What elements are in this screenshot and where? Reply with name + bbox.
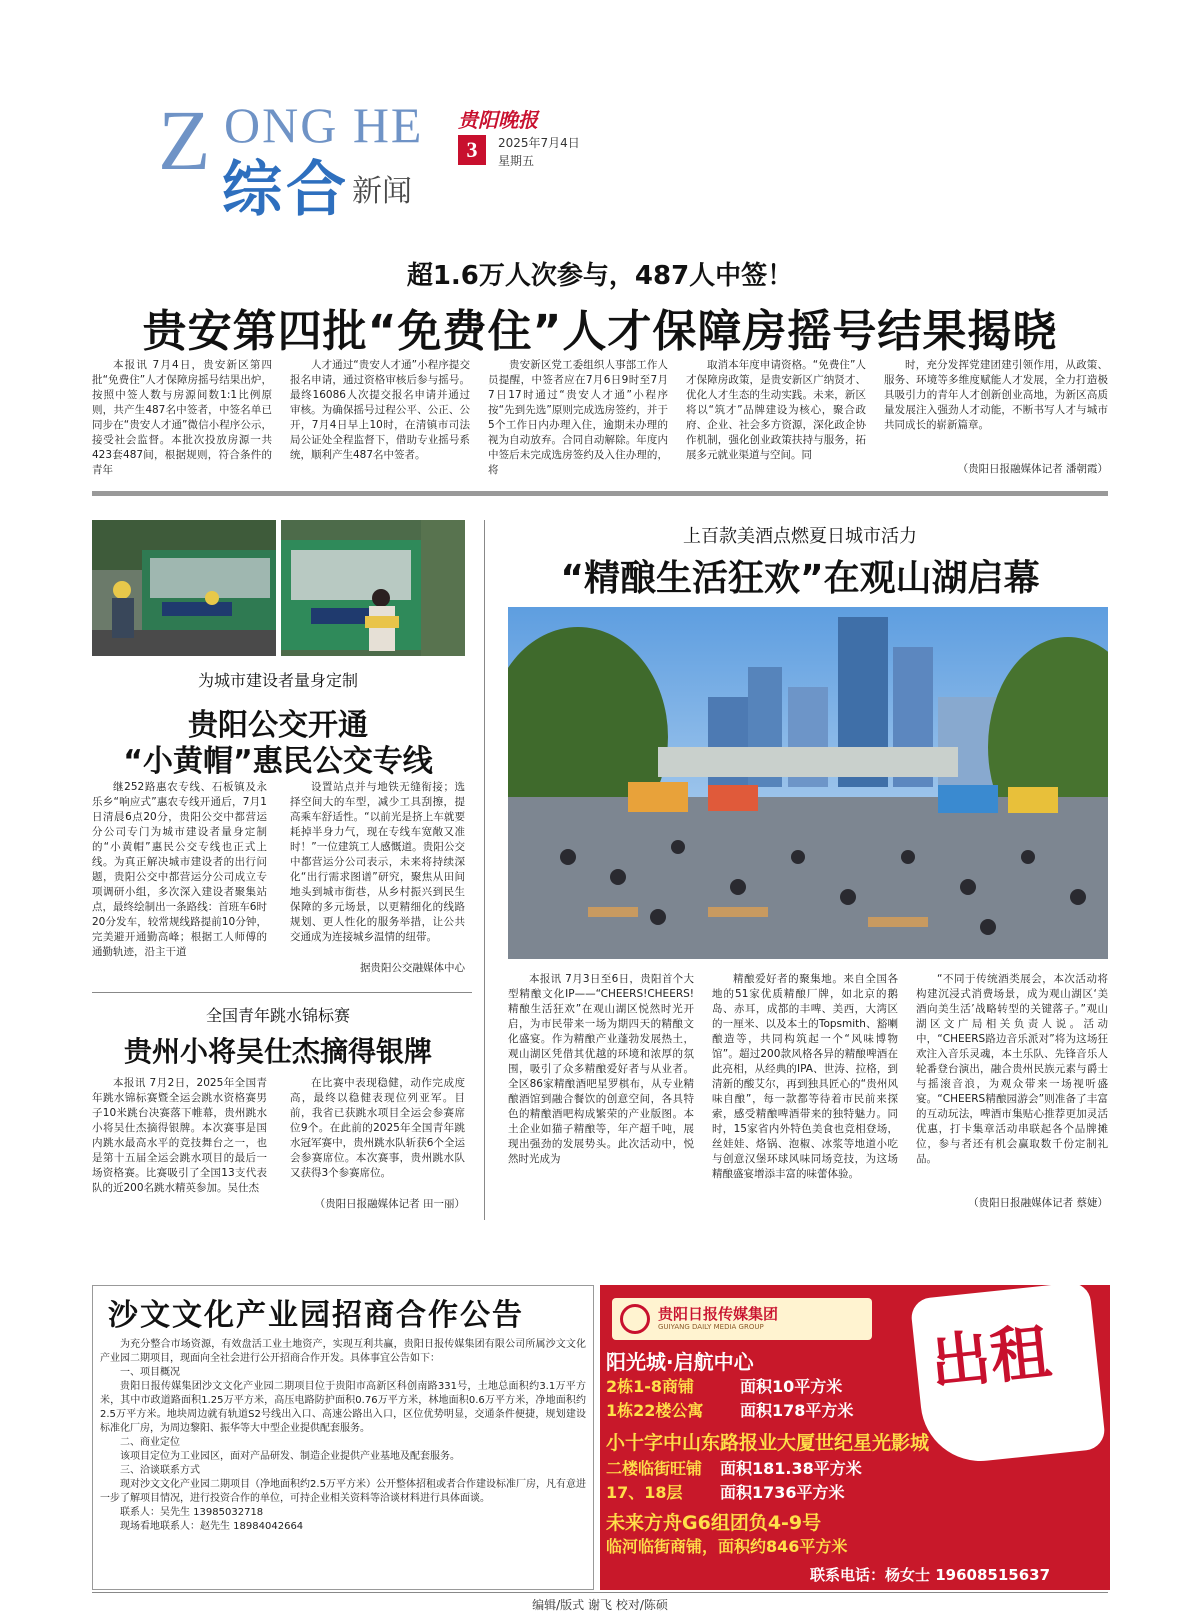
logo-ring-icon <box>620 1304 650 1334</box>
column-divider <box>484 520 485 1220</box>
property3-line: 临河临街商铺，面积约846平方米 <box>606 1537 848 1556</box>
article1-byline: （贵阳日报融媒体记者 潘朝霞） <box>957 463 1108 475</box>
property3-title: 未来方舟G6组团负4-9号 <box>606 1512 822 1534</box>
logo-text: 贵阳日报传媒集团 <box>658 1305 779 1323</box>
property2-title: 小十字中山东路报业大厦世纪星光影城 <box>606 1432 930 1454</box>
page-number: 3 <box>458 135 486 165</box>
article1-col3: 贵安新区党工委组织人事部工作人员提醒，中签者应在7月6日9时至7月7日17时通过“贵安人才通”小程序按“先到先选”原则完成选房签约，并于5个工作日内办理入住，逾期未办理的视为自动放弃。合同自动解除。年度内中签后未完成选房签约及入住办理的，将 <box>488 359 668 476</box>
footer-rule <box>92 1592 1108 1593</box>
masthead-z: Z <box>158 92 213 188</box>
masthead-latin-rest: ONG HE <box>224 97 424 153</box>
property2-line2-a: 17、18层 <box>606 1483 683 1502</box>
notice-s3-head: 三、洽谈联系方式 <box>120 1465 200 1476</box>
property1-line1-a: 2栋1-8商铺 <box>606 1377 695 1396</box>
property2-line2-b: 面积1736平方米 <box>720 1483 845 1502</box>
property1-line2-a: 1栋22楼公寓 <box>606 1401 704 1420</box>
article4-subtitle: 上百款美酒点燃夏日城市活力 <box>683 526 917 547</box>
article1-col2: 人才通过“贵安人才通”小程序提交报名申请，通过资格审核后参与摇号。最终16086人次提交报名申请并通过审核。为确保摇号过程公平、公正、公开，7月4日早上10时，在清镇市司法局公证处全程监督下，借助专业摇号系统，顺利产生487名中签者。 <box>290 359 470 461</box>
notice-contact2: 现场看地联系人：赵先生 18984042664 <box>120 1521 304 1532</box>
masthead-section-sub: 新闻 <box>352 174 412 209</box>
article4-col3: “不同于传统酒类展会，本次活动将构建沉浸式消费场景，成为观山湖区‘美酒向美生活’战略转型的关键落子。”观山湖区文广局相关负责人说。活动中，“CHEERS路边音乐派对”将为这场狂欢注入音乐灵魂，本土乐队、先锋音乐人轮番登台演出，融合贵州民族元素与爵士与摇滚音浪，为观众带来一场视听盛宴。“CHEERS精酿园游会”则准备了丰富的互动玩法，啤酒市集贴心推荐更加灵活优惠，打卡集章活动串联起各个品牌摊位，参与者还有机会赢取数千份定制礼品。 <box>916 973 1108 1165</box>
article3-subtitle: 全国青年跳水锦标赛 <box>205 1006 350 1025</box>
notice-s3-body: 现对沙文文化产业园二期项目（净地面积约2.5万平方米）公开整体招租或者合作建设标准厂房，凡有意进一步了解项目情况，进行投资合作的单位，可持企业相关资料等洽谈材料进行具体面谈。 <box>100 1479 586 1504</box>
bus-photo-2 <box>281 520 465 656</box>
notice-s2-head: 二、商业定位 <box>120 1437 180 1448</box>
issue-weekday: 星期五 <box>498 154 535 168</box>
article4-byline: （贵阳日报融媒体记者 蔡婕） <box>968 1197 1108 1209</box>
notice-s1-head: 一、项目概况 <box>120 1367 180 1378</box>
article2-subtitle: 为城市建设者量身定制 <box>197 671 358 690</box>
property1-line1-b: 面积10平方米 <box>740 1377 843 1396</box>
article3-title: 贵州小将吴仕杰摘得银牌 <box>123 1035 432 1068</box>
article2-title-line1: 贵阳公交开通 <box>188 708 368 743</box>
article4-title: “精酿生活狂欢”在观山湖启幕 <box>560 558 1040 599</box>
bus-photo-1 <box>92 520 276 656</box>
masthead-section-name: 综合 <box>222 155 350 225</box>
media-group-logo <box>612 1298 872 1340</box>
notice-intro: 为充分整合市场资源，有效盘活工业土地资产，实现互利共赢，贵阳日报传媒集团有限公司所属沙文文化产业园二期项目，现面向全社会进行公开招商合作开发。具体事宜公告如下： <box>100 1339 586 1364</box>
article2-byline: 据贵阳公交融媒体中心 <box>360 962 465 974</box>
article4-col2: 精酿爱好者的聚集地。来自全国各地的51家优质精酿厂牌，如北京的鹅岛、赤耳，成都的丰啤、美西，大湾区的一厘米、以及本土的Topsmith、豁喇酿造等，共同构筑起一个“风味博物馆”。超过200款风格各异的精酿啤酒在此亮相，从经典的IPA、世涛、拉格，到清新的酸艾尔，再到独具匠心的“贵州风味自酿”，每一款都等待着市民前来探索，感受精酿啤酒带来的独特魅力。同时，15家省内外特色美食也竞相登场，丝娃娃、烙锅、泡椒、冰浆等地道小吃与创意汉堡环球风味同场竞技，为这场精酿盛宴增添丰富的味蕾体验。 <box>712 973 898 1180</box>
rental-contact: 联系电话：杨女士 19608515637 <box>810 1566 1051 1584</box>
section-divider <box>92 491 1108 496</box>
investment-notice-title: 沙文文化产业园招商合作公告 <box>108 1298 524 1333</box>
notice-s2-body: 该项目定位为工业园区，面对产品研发、制造企业提供产业基地及配套服务。 <box>120 1451 460 1462</box>
article3-byline: （贵阳日报融媒体记者 田一丽） <box>314 1198 465 1210</box>
craft-beer-festival-photo <box>508 607 1108 959</box>
notice-contact1: 联系人：吴先生 13985032718 <box>120 1507 264 1518</box>
notice-s1-body: 贵阳日报传媒集团沙文文化产业园二期项目位于贵阳市高新区科创南路331号，土地总面积约3.1万平方米，其中市政道路面积1.25万平方米，高压电路防护面积0.76万平方米，林地面积0.6万平方米，净地面积约2.5万平方米。地块周边就有轨道S2号线出入口、高速公路出入口，区位优势明显，交通条件便捷，规划建设标准化厂房，为周边黎阳、振华等大中型企业提供配套服务。 <box>100 1381 586 1434</box>
article1-title: 贵安第四批“免费住”人才保障房摇号结果揭晓 <box>142 306 1058 357</box>
editor-credits: 编辑/版式 谢飞 校对/陈硕 <box>532 1598 668 1612</box>
article1-col4: 取消本年度申请资格。“免费住”人才保障房政策，是贵安新区广纳贤才、优化人才生态的生动实践。未来，新区将以“筑才”品牌建设为核心，聚合政府、企业、社会多方资源，深化政企协作机制，强化创业政策扶持与服务，拓展多元就业渠道与空间。同 <box>686 359 866 461</box>
issue-date: 2025年7月4日 <box>498 136 580 150</box>
article-separator <box>92 992 472 993</box>
investment-notice-body <box>100 1338 586 1588</box>
logo-text-en: GUIYANG DAILY MEDIA GROUP <box>658 1323 764 1331</box>
rent-badge-text: 出租 <box>927 1316 1054 1400</box>
property1-title: 阳光城·启航中心 <box>606 1350 754 1374</box>
property2-line1-b: 面积181.38平方米 <box>720 1459 862 1478</box>
property1-line2-b: 面积178平方米 <box>740 1401 854 1420</box>
article1-col1: 本报讯 7月4日，贵安新区第四批“免费住”人才保障房摇号结果出炉，按照中签人数与房源间数1:1比例原则，共产生487名中签者，中签名单已同步在“贵安人才通”微信小程序公示，接受社会监督。本批次投放房源一共423套487间，根据规则，符合条件的青年 <box>92 359 272 476</box>
article1-col5: 时，充分发挥党建团建引领作用，从政策、服务、环境等多维度赋能人才发展，全力打造极具吸引力的青年人才创新创业高地，为新区高质量发展注入强劲人才动能，不断书写人才与城市共同成长的崭新篇章。 <box>884 359 1108 431</box>
article4-col1: 本报讯 7月3日至6日，贵阳首个大型精酿文化IP——“CHEERS!CHEERS!精酿生活狂欢”在观山湖区悦然时光开启，为市民带来一场为期四天的精酿文化盛宴。作为精酿产业蓬勃发展热土，观山湖区凭借其优越的环境和浓厚的氛围，吸引了众多精酿爱好者与从业者。全区86家精酿酒吧星罗棋布，从专业精酿酒馆到融合餐饮的创意空间，各具特色的精酿酒吧构成繁荣的产业版图。本土企业如猫子精酿等，年产超千吨，展现出强劲的发展势头。此次活动中，悦然时光成为 <box>508 973 694 1165</box>
article1-subtitle: 超1.6万人次参与，487人中签！ <box>406 261 794 291</box>
article3-col2: 在比赛中表现稳健，动作完成度高，最终以稳健表现位列亚军。目前，我省已获跳水项目全运会参赛席位9个。在此前的2025年全国青年跳水冠军赛中，贵州跳水队斩获6个全运会参赛席位。本次赛事，贵州跳水队又获得3个参赛席位。 <box>290 1077 465 1179</box>
article2-col2: 设置站点并与地铁无缝衔接；选择空间大的车型，减少工具刮擦，提高乘车舒适性。“以前光是挤上车就要耗掉半身力气，现在专线车宽敞又准时！”一位建筑工人感慨道。贵阳公交中都营运分公司表示，未来将持续深化“出行需求图谱”研究，聚焦从田间地头到城市街巷，从乡村振兴到民生保障的多元场景，以更精细化的线路规划、更人性化的服务举措，让公共交通成为连接城乡温情的纽带。 <box>290 781 465 943</box>
article2-col1: 继252路惠农专线、石板镇及永乐乡“响应式”惠农专线开通后，7月1日清晨6点20分，贵阳公交中都营运分公司专门为城市建设者量身定制的“小黄帽”惠民公交专线也正式上线。为真正解决城市建设者的出行问题，贵阳公交中都营运分公司成立专项调研小组，多次深入建设者聚集站点，最终绘制出一条路线：首班车6时20分发车，较常规线路提前10分钟，完美避开通勤高峰；根据工人师傅的通勤轨迹，沿主干道 <box>92 781 267 958</box>
paper-name: 贵阳晚报 <box>458 108 538 132</box>
article2-title-line2: “小黄帽”惠民公交专线 <box>123 744 433 779</box>
property2-line1-a: 二楼临街旺铺 <box>606 1459 703 1478</box>
article3-col1: 本报讯 7月2日，2025年全国青年跳水锦标赛暨全运会跳水资格赛男子10米跳台决赛落下帷幕，贵州跳水小将吴仕杰摘得银牌。本次赛事是国内跳水最高水平的竞技舞台之一，也是第十五届全运会跳水项目的最后一场资格赛。比赛吸引了全国13支代表队的近200名跳水精英参加。吴仕杰 <box>92 1077 267 1194</box>
